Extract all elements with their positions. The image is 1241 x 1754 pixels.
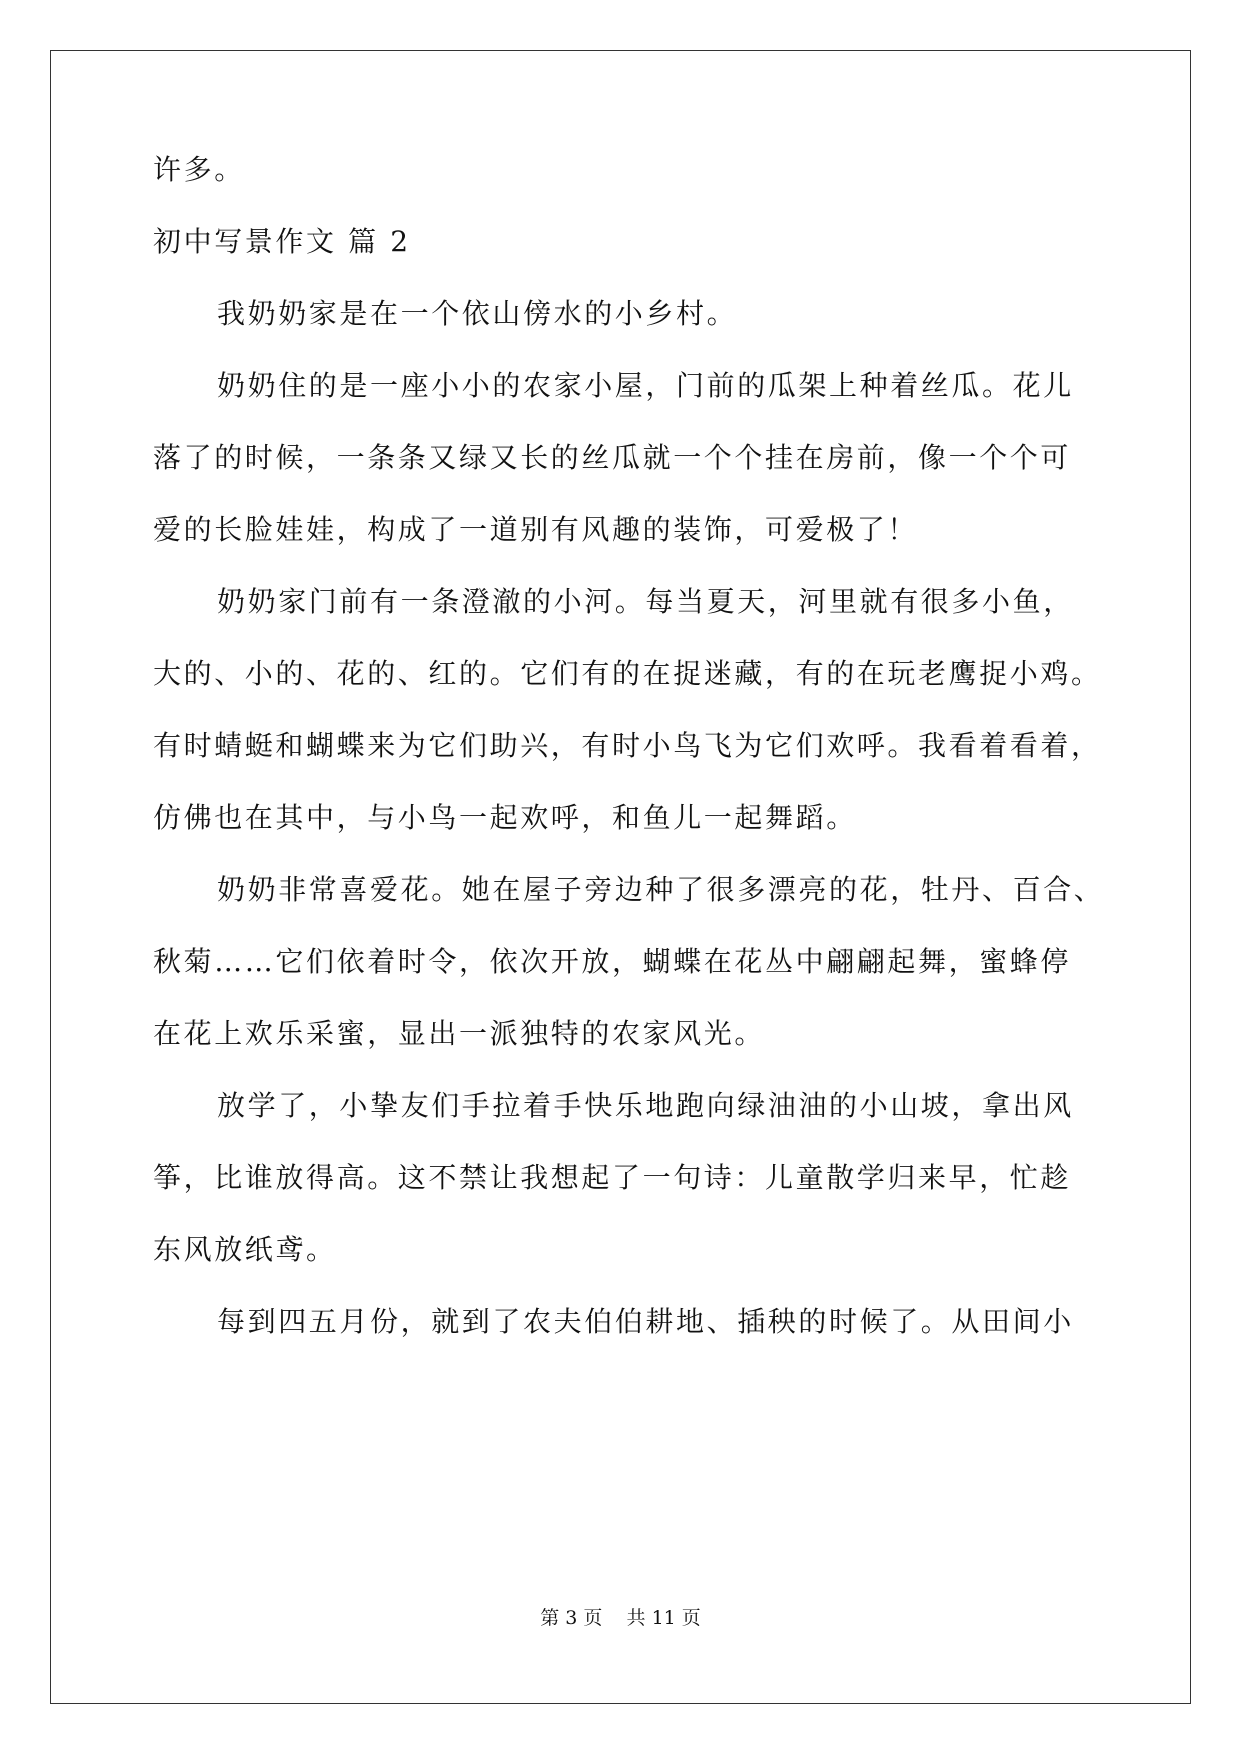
text-line: 每到四五月份，就到了农夫伯伯耕地、插秧的时候了。从田间小: [217, 1305, 1074, 1338]
text-line: 我奶奶家是在一个依山傍水的小乡村。: [217, 297, 738, 330]
text-line: 仿佛也在其中，与小鸟一起欢呼，和鱼儿一起舞蹈。: [153, 801, 857, 834]
text-line: 在花上欢乐采蜜，显出一派独特的农家风光。: [153, 1017, 766, 1050]
text-line: 许多。: [153, 153, 245, 186]
text-line: 筝，比谁放得高。这不禁让我想起了一句诗：儿童散学归来早，忙趁: [153, 1161, 1072, 1194]
text-line: 爱的长脸娃娃，构成了一道别有风趣的装饰，可爱极了！: [153, 513, 919, 546]
text-line: 奶奶住的是一座小小的农家小屋，门前的瓜架上种着丝瓜。花儿: [217, 369, 1074, 402]
text-line: 大的、小的、花的、红的。它们有的在捉迷藏，有的在玩老鹰捉小鸡。: [153, 657, 1102, 690]
text-line: 奶奶家门前有一条澄澈的小河。每当夏天，河里就有很多小鱼，: [217, 585, 1074, 618]
section-heading: 初中写景作文 篇 2: [153, 225, 411, 258]
text-line: 秋菊……它们依着时令，依次开放，蝴蝶在花丛中翩翩起舞，蜜蜂停: [153, 945, 1072, 978]
text-line: 东风放纸鸢。: [153, 1233, 337, 1266]
text-line: 有时蜻蜓和蝴蝶来为它们助兴，有时小鸟飞为它们欢呼。我看着看着，: [153, 729, 1102, 762]
text-line: 落了的时候，一条条又绿又长的丝瓜就一个个挂在房前，像一个个可: [153, 441, 1072, 474]
text-line: 奶奶非常喜爱花。她在屋子旁边种了很多漂亮的花，牡丹、百合、: [217, 873, 1105, 906]
text-line: 放学了，小挚友们手拉着手快乐地跑向绿油油的小山坡，拿出风: [217, 1089, 1074, 1122]
page-number: 第 3 页 共 11 页: [540, 1607, 701, 1629]
